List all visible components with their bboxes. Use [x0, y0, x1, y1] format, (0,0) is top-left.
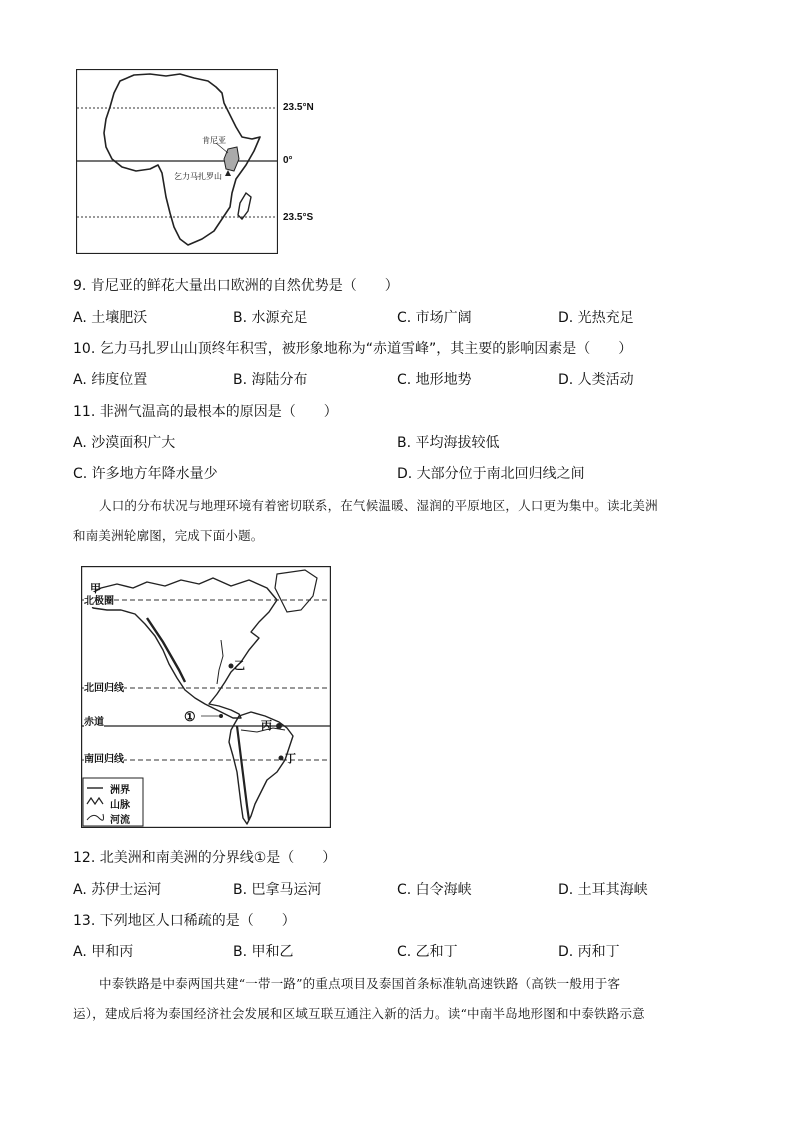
question-10-stem: 10. 乞力马扎罗山山顶终年积雪，被形象地称为“赤道雪峰”，其主要的影响因素是（ ）	[73, 341, 633, 357]
kilimanjaro-marker	[225, 170, 231, 176]
question-13-stem: 13. 下列地区人口稀疏的是（ ）	[73, 913, 296, 929]
marker-1-label: ①	[184, 709, 196, 724]
q9-option-c: C. 市场广阔	[397, 310, 472, 326]
q9-option-b: B. 水源充足	[233, 310, 308, 326]
madagascar-outline	[238, 193, 251, 219]
q11-option-b: B. 平均海拔较低	[397, 435, 500, 451]
tropic-south-label: 23.5°S	[283, 212, 314, 223]
ding-label: 丁	[285, 753, 296, 765]
q9-option-d: D. 光热充足	[558, 310, 634, 326]
point-bing	[276, 723, 282, 729]
q11-option-c: C. 许多地方年降水量少	[73, 466, 218, 482]
q13-option-d: D. 丙和丁	[558, 944, 620, 960]
question-12-stem: 12. 北美洲和南美洲的分界线①是（ ）	[73, 850, 337, 866]
q12-option-b: B. 巴拿马运河	[233, 882, 322, 898]
equator-label: 赤道	[84, 713, 104, 728]
question-9-stem: 9. 肯尼亚的鲜花大量出口欧洲的自然优势是（ ）	[73, 278, 399, 294]
point-ding	[279, 756, 284, 761]
q13-option-b: B. 甲和乙	[233, 944, 294, 960]
q10-option-d: D. 人类活动	[558, 372, 634, 388]
bing-label: 丙	[261, 720, 272, 732]
kenya-region	[224, 147, 239, 171]
q11-option-a: A. 沙漠面积广大	[73, 435, 176, 451]
tropic-capricorn-label: 南回归线	[84, 750, 124, 765]
question-11-stem: 11. 非洲气温高的最根本的原因是（ ）	[73, 404, 338, 420]
q10-option-c: C. 地形地势	[397, 372, 472, 388]
q10-option-a: A. 纬度位置	[73, 372, 148, 388]
americas-map	[81, 566, 331, 828]
arctic-circle-label: 北极圈	[84, 592, 114, 607]
jia-label: 甲	[90, 583, 101, 595]
tropic-cancer-label: 北回归线	[84, 679, 124, 694]
passage-1-line-2: 和南美洲轮廓图，完成下面小题。	[73, 528, 264, 543]
point-yi	[229, 664, 234, 669]
kenya-label: 肯尼亚	[202, 136, 226, 145]
legend-mountain-label: 山脉	[110, 800, 130, 811]
legend-river-label: 河流	[110, 815, 130, 826]
equator-label: 0°	[283, 155, 293, 166]
q12-option-c: C. 白令海峡	[397, 882, 472, 898]
q12-option-a: A. 苏伊士运河	[73, 882, 162, 898]
q11-option-d: D. 大部分位于南北回归线之间	[397, 466, 585, 482]
q13-option-a: A. 甲和丙	[73, 944, 134, 960]
passage-2-line-2: 运），建成后将为泰国经济社会发展和区域互联互通注入新的活力。读“中南半岛地形图和中泰铁路示意	[73, 1006, 645, 1021]
legend-boundary-label: 洲界	[110, 785, 130, 796]
q9-option-a: A. 土壤肥沃	[73, 310, 148, 326]
tropic-north-label: 23.5°N	[283, 102, 314, 113]
q12-option-d: D. 土耳其海峡	[558, 882, 648, 898]
passage-1-line-1: 人口的分布状况与地理环境有着密切联系，在气候温暖、湿润的平原地区，人口更为集中。读北美洲	[99, 498, 658, 513]
q13-option-c: C. 乙和丁	[397, 944, 458, 960]
yi-label: 乙	[234, 660, 245, 672]
passage-2-line-1: 中泰铁路是中泰两国共建“一带一路”的重点项目及泰国首条标准轨高速铁路（高铁一般用于客	[99, 976, 621, 991]
q10-option-b: B. 海陆分布	[233, 372, 308, 388]
africa-map-graphic	[76, 69, 278, 254]
kilimanjaro-label: 乞力马扎罗山	[174, 172, 222, 181]
africa-map	[76, 69, 278, 254]
